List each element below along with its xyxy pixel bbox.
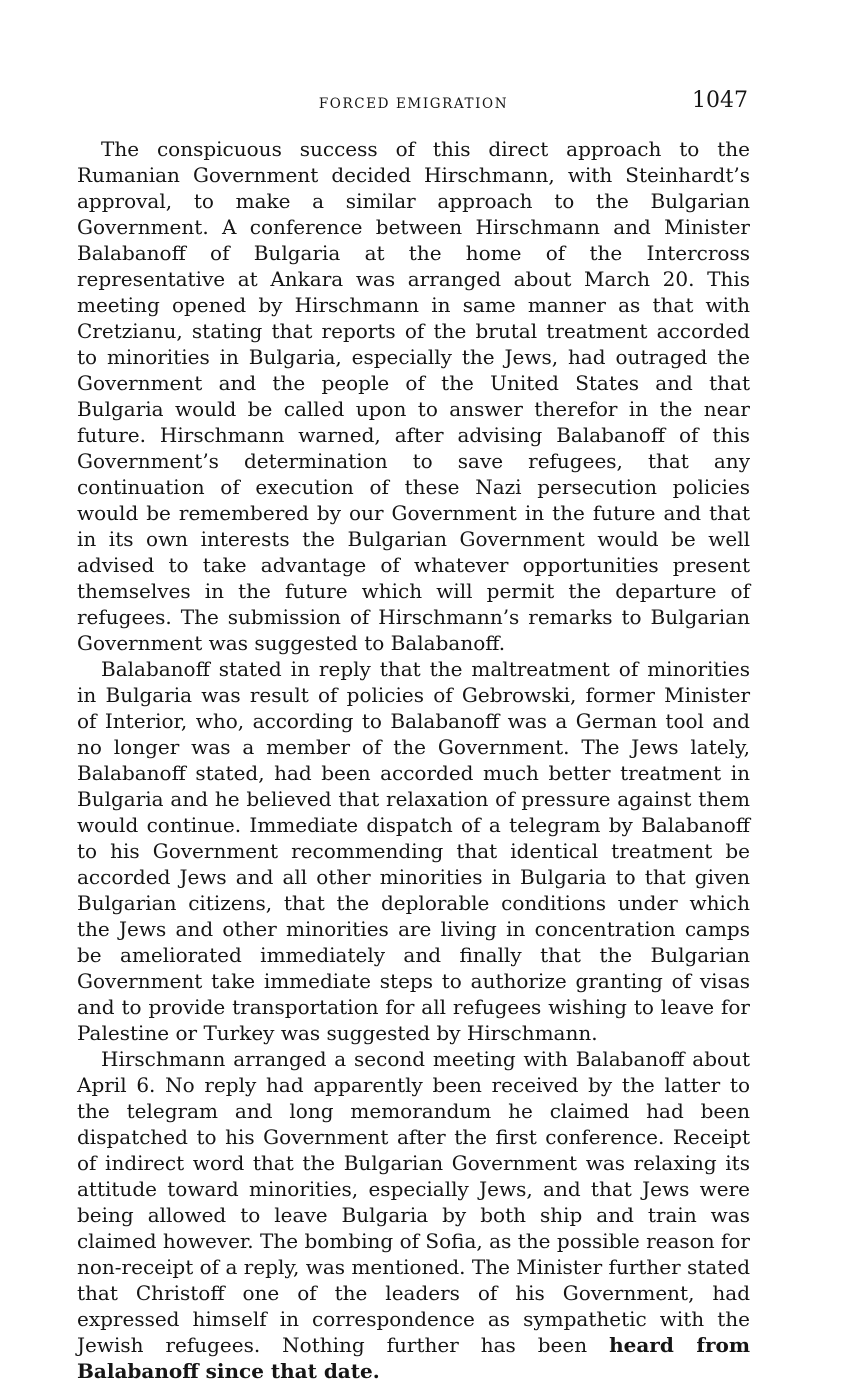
final-bold-text: heard from Balabanoff since that date. xyxy=(77,1333,751,1383)
paragraph-2-text: Balabanoff stated in reply that the maltreatment of minorities in Bulgaria was result of policies of Gebrowski, former Minister of Interior, who, according to Balabanoff was a German tool and no longer was a member of the Government. The Jews lately, Balabanoff stated, had been accorded much better treatment in Bulgaria and he believed that relaxation of pressure against them would continue. Immediate dispatch of a telegram by Balabanoff to his Government recommending that identical treatment be accorded Jews and all other minorities in Bulgaria to that given Bulgarian citizens, that the deplorable conditions under which the Jews and other minorities are living in concentration camps be ameliorated immediately and finally that the Bulgarian Government take immediate steps to authorize granting of visas and to provide transportation for all refugees wishing to leave for Palestine or Turkey was suggested by Hirschmann. xyxy=(77,657,750,1045)
paragraph-3 xyxy=(77,1046,750,1384)
document-page xyxy=(77,88,750,1384)
paragraph-2 xyxy=(77,656,750,1046)
running-title: FORCED EMIGRATION xyxy=(318,96,509,112)
running-head xyxy=(77,88,750,122)
paragraph-1 xyxy=(77,136,750,656)
body-text xyxy=(77,136,750,1384)
page-number: 1047 xyxy=(692,88,748,113)
paragraph-1-text: The conspicuous success of this direct approach to the Rumanian Government decided Hirschmann, with Steinhardt’s approval, to make a similar approach to the Bulgarian Government. A conference between Hirschmann and Minister Balabanoff of Bulgaria at the home of the Intercross representative at Ankara was arranged about March 20. This meeting opened by Hirschmann in same manner as that with Cretzianu, stating that reports of the brutal treatment accorded to minorities in Bulgaria, especially the Jews, had outraged the Government and the people of the United States and that Bulgaria would be called upon to answer therefor in the near future. Hirschmann warned, after advising Balabanoff of this Government’s determination to save refugees, that any continuation of execution of these Nazi persecution policies would be remembered by our Government in the future and that in its own interests the Bulgarian Government would be well advised to take advantage of whatever opportunities present themselves in the future which will permit the departure of refugees. The submission of Hirschmann’s remarks to Bulgarian Government was suggested to Balabanoff. xyxy=(77,137,750,655)
paragraph-3-text: Hirschmann arranged a second meeting with Balabanoff about April 6. No reply had apparently been received by the latter to the telegram and long memorandum he claimed had been dispatched to his Government after the first conference. Receipt of indirect word that the Bulgarian Government was relaxing its attitude toward minorities, especially Jews, and that Jews were being allowed to leave Bulgaria by both ship and train was claimed however. The bombing of Sofia, as the possible reason for non-receipt of a reply, was mentioned. The Minister further stated that Christoff one of the leaders of his Government, had expressed himself in correspondence as sympathetic with the Jewish refugees. Nothing further has been xyxy=(77,1047,750,1357)
